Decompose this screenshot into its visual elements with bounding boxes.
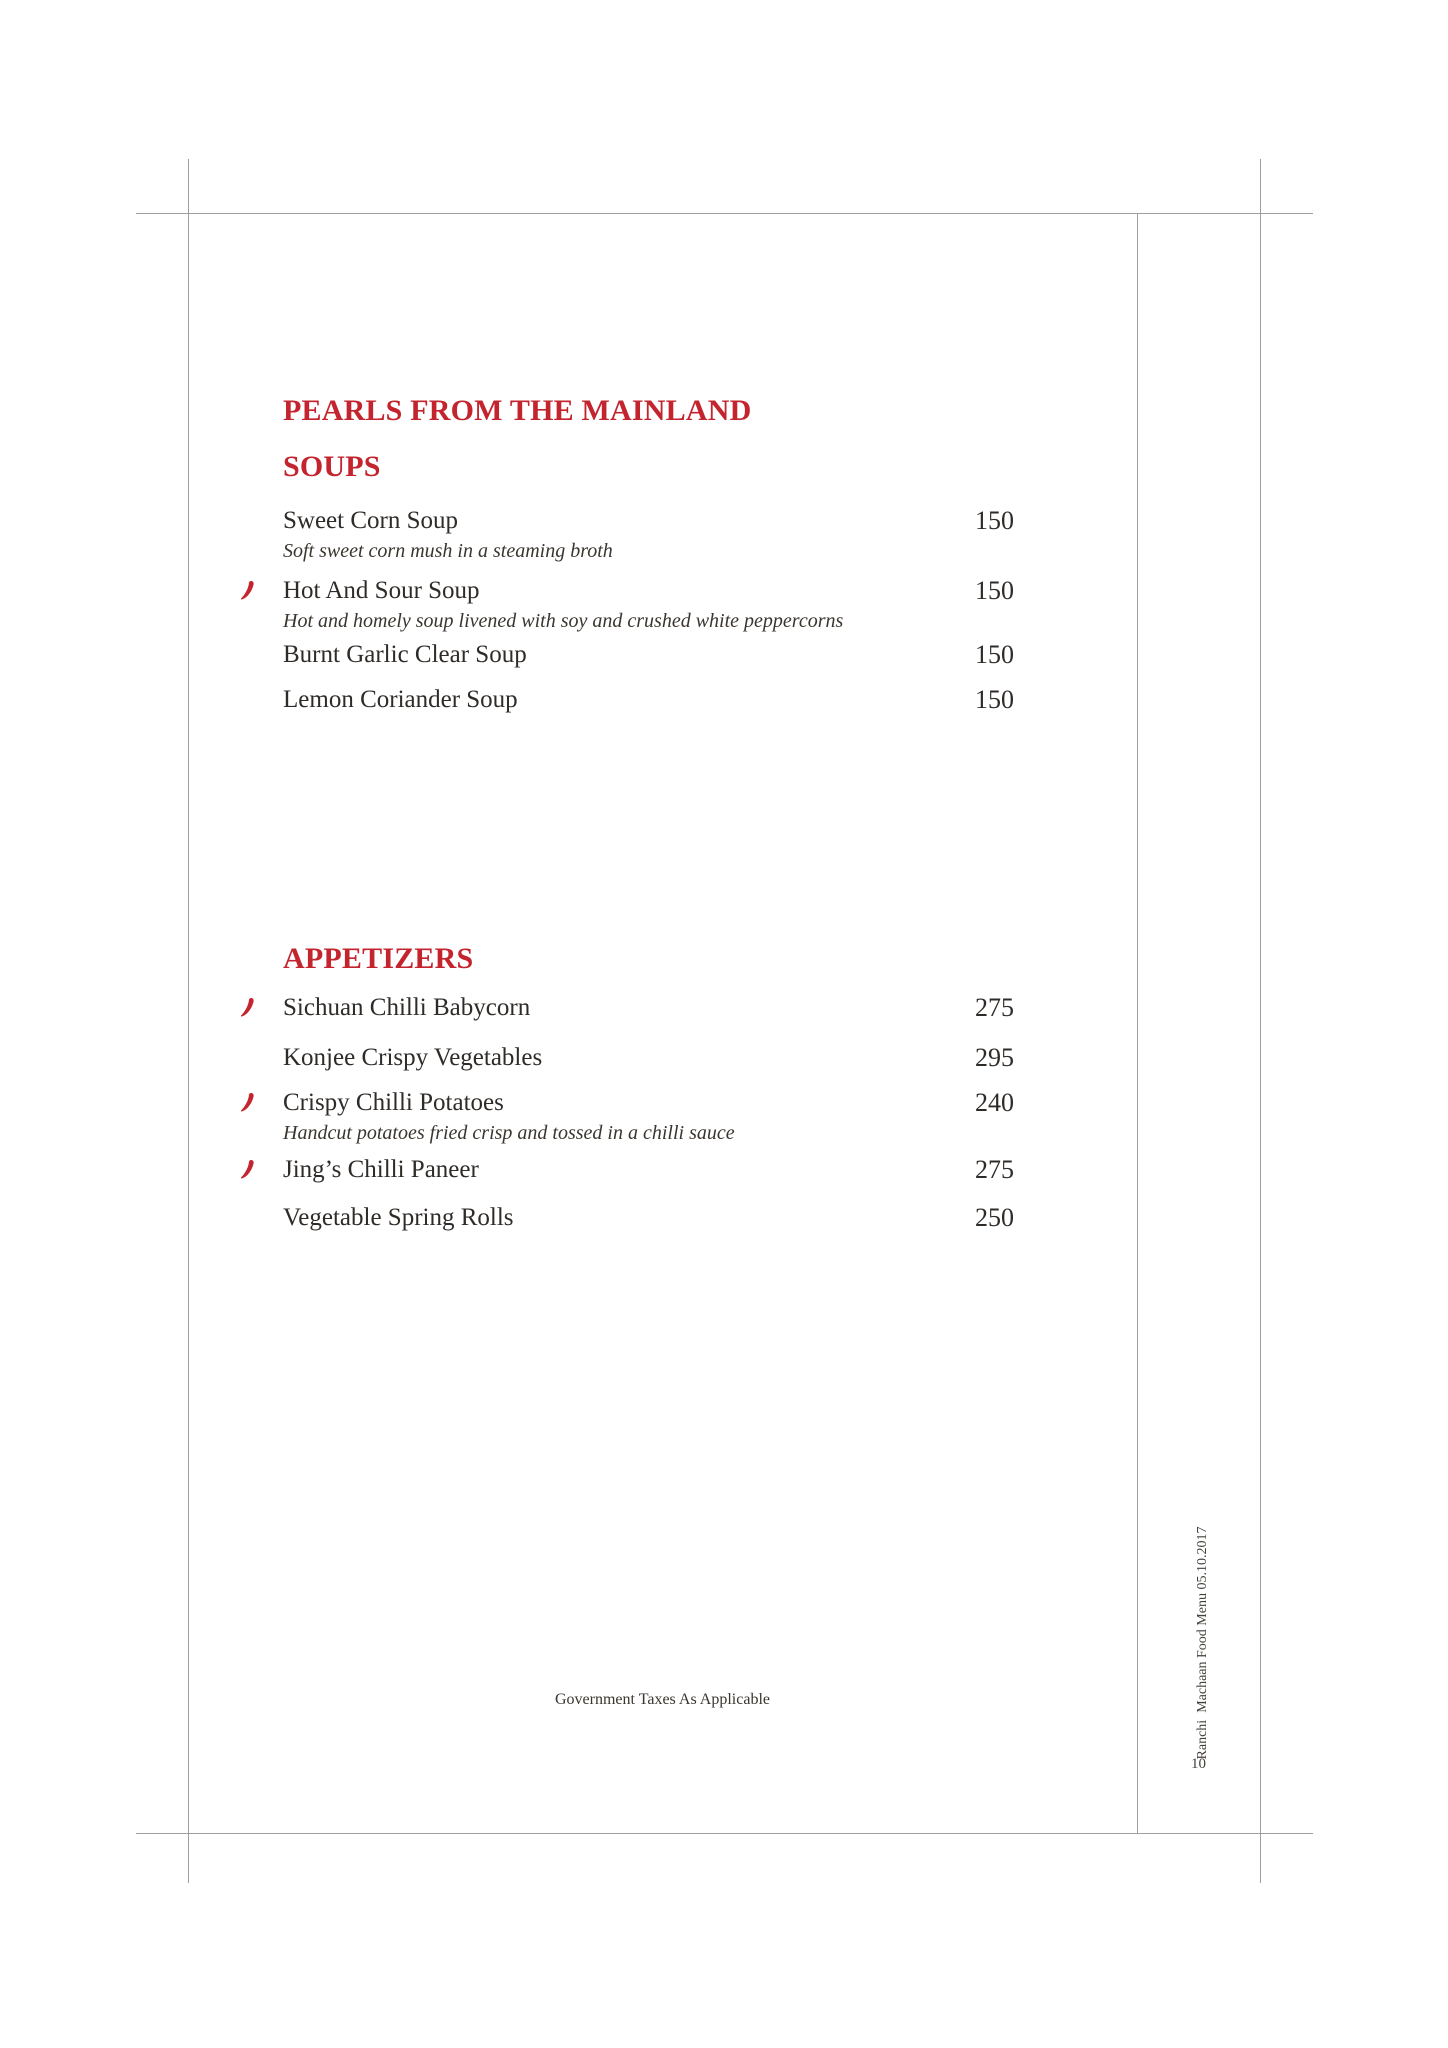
menu-item-price: 295 bbox=[975, 1043, 1014, 1072]
menu-item-row bbox=[240, 993, 1014, 1023]
menu-item-description: Hot and homely soup livened with soy and crushed white peppercorns bbox=[283, 610, 844, 632]
menu-item-name: Crispy Chilli Potatoes bbox=[283, 1089, 504, 1116]
menu-item-row bbox=[240, 685, 1014, 715]
page-title: PEARLS FROM THE MAINLAND bbox=[283, 394, 752, 427]
menu-item-price: 275 bbox=[975, 993, 1014, 1022]
menu-item-name: Lemon Coriander Soup bbox=[283, 686, 518, 713]
chilli-icon bbox=[240, 997, 255, 1019]
tax-note: Government Taxes As Applicable bbox=[555, 1691, 770, 1708]
section-heading-appetizers: APPETIZERS bbox=[283, 942, 474, 975]
menu-item-name: Burnt Garlic Clear Soup bbox=[283, 641, 527, 668]
trim-line-top-horizontal bbox=[136, 213, 1313, 214]
column-divider-line bbox=[1137, 213, 1138, 1833]
section-heading-soups: SOUPS bbox=[283, 450, 381, 483]
chilli-icon bbox=[240, 1092, 255, 1114]
menu-item-row bbox=[240, 1155, 1014, 1185]
page-number: 10 bbox=[1191, 1756, 1206, 1772]
trim-line-left-vertical bbox=[188, 159, 189, 1883]
menu-item-price: 275 bbox=[975, 1155, 1014, 1184]
menu-item-description: Handcut potatoes fried crisp and tossed in a chilli sauce bbox=[283, 1122, 735, 1144]
trim-line-right-vertical bbox=[1260, 159, 1261, 1883]
chilli-icon bbox=[240, 1159, 255, 1181]
menu-item-name: Jing’s Chilli Paneer bbox=[283, 1156, 479, 1183]
menu-item-description: Soft sweet corn mush in a steaming broth bbox=[283, 540, 613, 562]
menu-item-price: 150 bbox=[975, 685, 1014, 714]
menu-item-row bbox=[240, 506, 1014, 564]
menu-item-price: 150 bbox=[975, 506, 1014, 535]
menu-item-name: Konjee Crispy Vegetables bbox=[283, 1044, 543, 1071]
chilli-icon bbox=[240, 580, 255, 602]
menu-item-price: 150 bbox=[975, 640, 1014, 669]
menu-item-name: Sweet Corn Soup bbox=[283, 507, 458, 534]
menu-item-row bbox=[240, 576, 1014, 634]
menu-item-price: 240 bbox=[975, 1088, 1014, 1117]
menu-item-row bbox=[240, 640, 1014, 670]
menu-item-price: 250 bbox=[975, 1203, 1014, 1232]
menu-item-price: 150 bbox=[975, 576, 1014, 605]
menu-item-row bbox=[240, 1088, 1014, 1146]
menu-item-name: Vegetable Spring Rolls bbox=[283, 1204, 514, 1231]
menu-item-name: Hot And Sour Soup bbox=[283, 577, 480, 604]
menu-item-name: Sichuan Chilli Babycorn bbox=[283, 994, 531, 1021]
menu-item-row bbox=[240, 1203, 1014, 1233]
trim-line-bottom-horizontal bbox=[136, 1833, 1313, 1834]
menu-item-row bbox=[240, 1043, 1014, 1073]
sidebar-caption: Ranchi Machaan Food Menu 05.10.2017 bbox=[1195, 1526, 1210, 1760]
